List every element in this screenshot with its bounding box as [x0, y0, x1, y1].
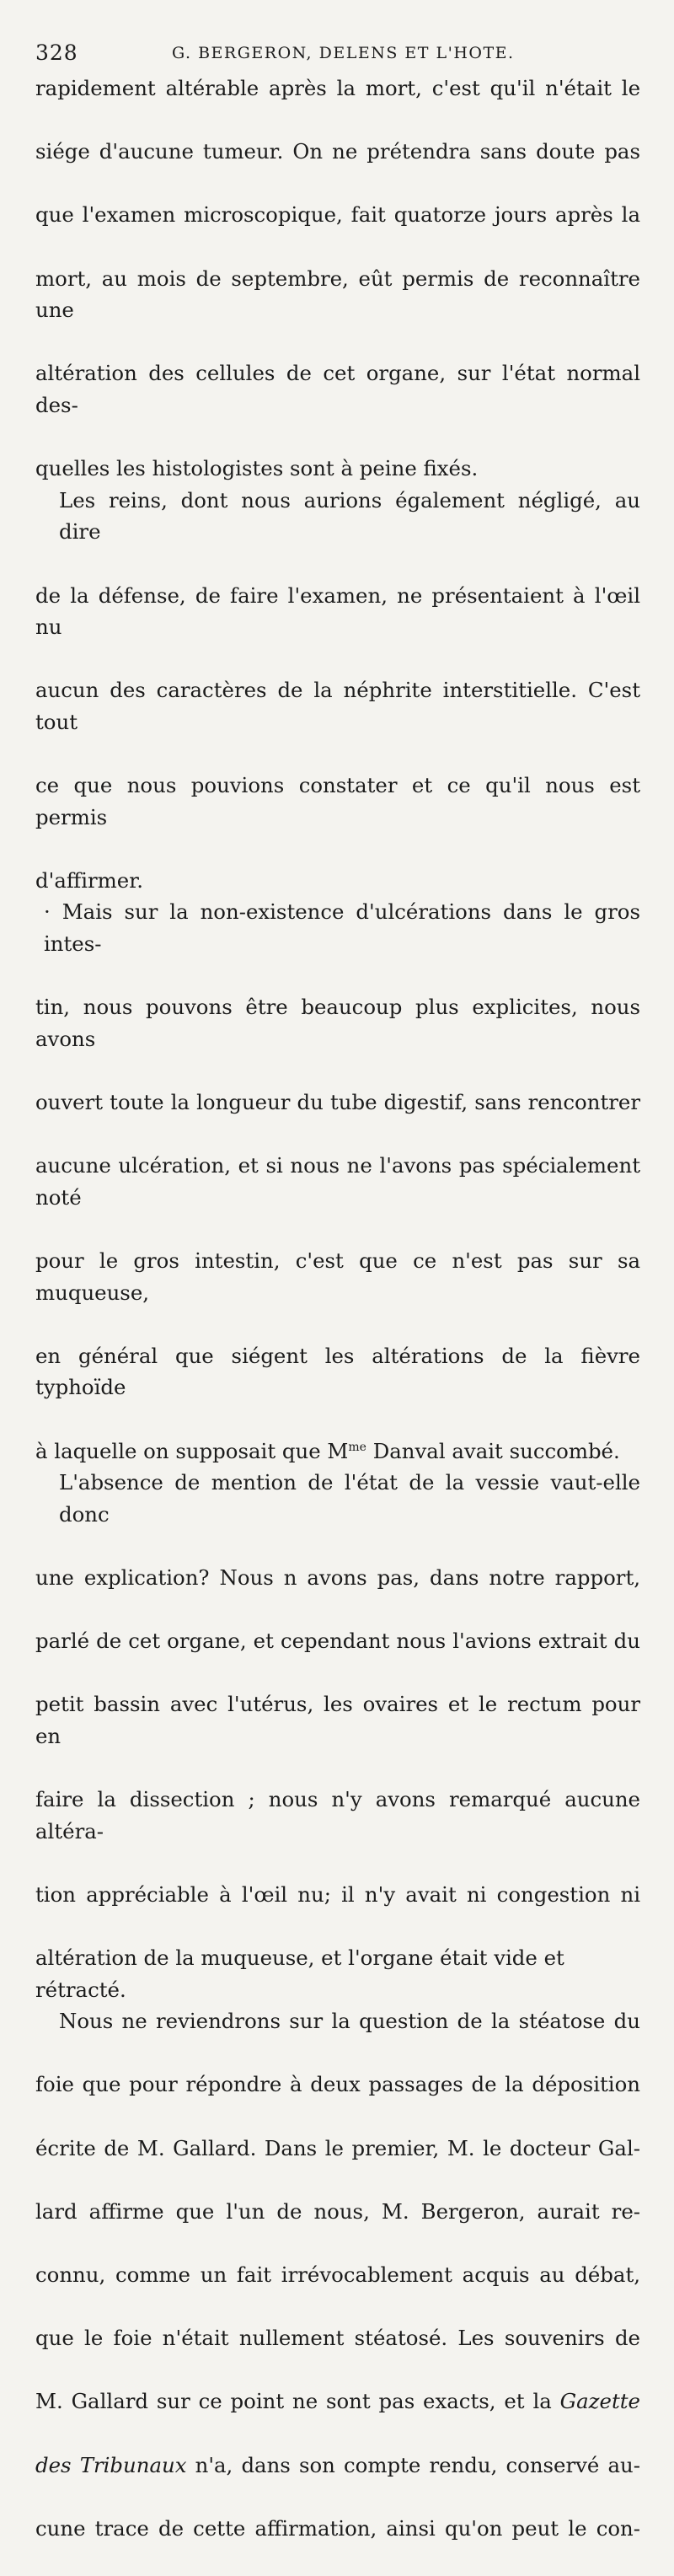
text-line: tin, nous pouvons être beaucoup plus explicites, nous avons [35, 995, 640, 1051]
text-line: · Mais sur la non-existence d'ulcérations dans le gros intes- [44, 899, 640, 957]
text-line: ce que nous pouvions constater et ce qu'il nous est permis [35, 773, 640, 829]
paragraph-5 [35, 2005, 640, 2576]
text-line: lard affirme que l'un de nous, M. Bergeron, aurait re- [35, 2198, 640, 2224]
text-line: une explication? Nous n avons pas, dans notre rapport, [35, 1564, 640, 1590]
text-line: tion appréciable à l'œil nu; il n'y avait ni congestion ni [35, 1881, 640, 1907]
text-line: que l'examen microscopique, fait quatorze jours après la [35, 202, 640, 228]
text-fragment: à laquelle on supposait que M [35, 1438, 349, 1463]
superscript: me [348, 1440, 366, 1454]
text-line: aucun des caractères de la néphrite interstitielle. C'est tout [35, 678, 640, 734]
text-line: foie que pour répondre à deux passages de la déposition [35, 2072, 640, 2097]
text-line: d'affirmer. [35, 867, 143, 893]
text-line: altération de la muqueuse, et l'organe était vide et rétracté. [35, 1945, 564, 2002]
text-line: Les reins, dont nous aurions également négligé, au dire [59, 487, 640, 545]
text-fragment: n'a, dans son compte rendu, conservé au- [186, 2452, 640, 2477]
text-line: ouvert toute la longueur du tube digestif, sans rencontrer [35, 1090, 640, 1114]
text-line: petit bassin avec l'utérus, les ovaires et le rectum pour en [35, 1692, 640, 1748]
text-line: quelles les histologistes sont à peine fixés. [35, 456, 479, 481]
text-line: connu, comme un fait irrévocablement acquis au débat, [35, 2262, 640, 2287]
paragraph-2 [35, 485, 640, 897]
text-line: Nous ne reviendrons sur la question de la stéatose du [59, 2009, 640, 2034]
text-line: rapidement altérable après la mort, c'est qu'il n'était le [35, 76, 640, 100]
text-line: L'absence de mention de l'état de la vessie vaut-elle donc [59, 1470, 640, 1527]
paragraph-3 [35, 896, 640, 1467]
text-line: siége d'aucune tumeur. On ne prétendra sans doute pas [35, 139, 640, 164]
text-line: que le foie n'était nullement stéatosé. Les souvenirs de [35, 2326, 640, 2351]
text-line: pour le gros intestin, c'est que ce n'est pas sur sa muqueuse, [35, 1248, 640, 1305]
text-line [35, 2385, 640, 2449]
paragraph-4 [35, 1467, 640, 2005]
text-line: en général que siégent les altérations de la fièvre typhoïde [35, 1343, 640, 1400]
text-line: de la défense, de faire l'examen, ne présentaient à l'œil nu [35, 582, 640, 640]
page-header [35, 37, 640, 72]
text-fragment: M. Gallard sur ce point ne sont pas exacts, et la [35, 2389, 560, 2414]
text-line: mort, au mois de septembre, eût permis de reconnaître une [35, 266, 640, 323]
text-fragment: Danval avait succombé. [366, 1438, 620, 1463]
text-line: parlé de cet organe, et cependant nous l'avions extrait du [35, 1629, 640, 1654]
body-text [35, 72, 640, 2576]
text-line: écrite de M. Gallard. Dans le premier, M. le docteur Gal- [35, 2135, 640, 2160]
text-line: aucune ulcération, et si nous ne l'avons pas spécialement noté [35, 1153, 640, 1210]
italic-title: Gazette [559, 2389, 640, 2414]
page-number: 328 [35, 40, 78, 65]
paragraph-1 [35, 72, 640, 485]
italic-title: des Tribunaux [35, 2452, 187, 2477]
text-line [35, 1436, 640, 1468]
running-title: G. BERGERON, DELENS ET L'HOTE. [172, 44, 515, 62]
text-line [35, 2450, 640, 2513]
text-line: altération des cellules de cet organe, sur l'état normal des- [35, 361, 640, 417]
text-line: faire la dissection ; nous n'y avons remarqué aucune altéra- [35, 1787, 640, 1843]
text-line: cune trace de cette affirmation, ainsi qu'on peut le con- [35, 2515, 640, 2541]
